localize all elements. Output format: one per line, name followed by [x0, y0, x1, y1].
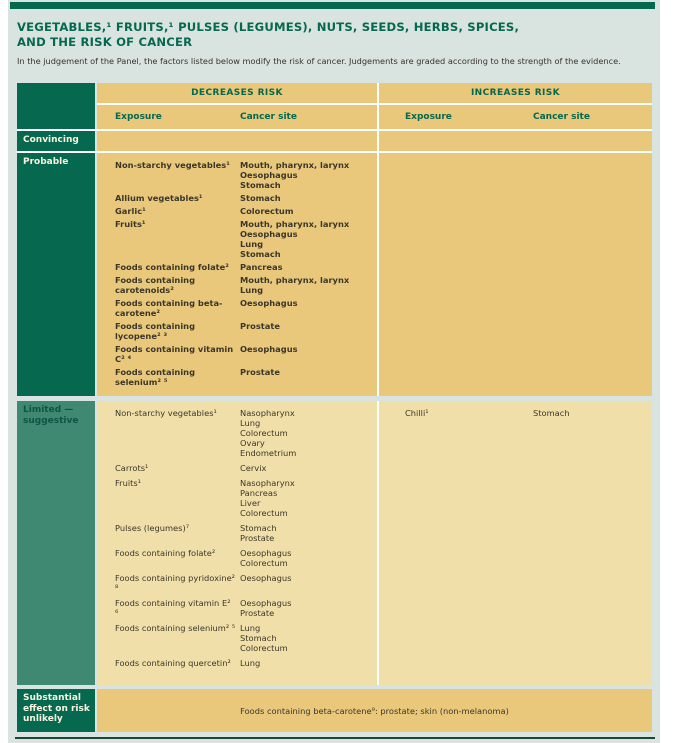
cancer-site: Pancreas [240, 488, 278, 498]
cancer-site-column-header: Cancer site [240, 112, 297, 122]
evidence-grade-label [17, 689, 95, 732]
cancer-site: Prostate [240, 608, 275, 618]
exposure-name: Fruits¹ [115, 219, 146, 229]
cancer-site: Lung [240, 285, 264, 295]
section-content [97, 689, 652, 732]
exposure-name: Fruits¹ [115, 478, 142, 488]
exposure-row [115, 598, 377, 618]
exposure-row [115, 160, 377, 190]
cancer-site: Liver [240, 498, 261, 508]
exposure-name: Foods containing folate² [115, 548, 216, 558]
section-row-2 [17, 401, 652, 685]
exposure-name: Non-starchy vegetables¹ [115, 160, 230, 170]
cancer-site: Stomach [240, 249, 281, 259]
table-sections [17, 131, 652, 732]
increases-risk-header: INCREASES RISK [470, 88, 561, 98]
section-row-0 [17, 131, 652, 153]
decreases-column-headers [97, 105, 377, 129]
header-content [97, 83, 652, 129]
title-line-1: VEGETABLES,¹ FRUITS,¹ PULSES (LEGUMES), NUTS, SEEDS, HERBS, SPICES, [17, 20, 520, 34]
section-row-3 [17, 689, 652, 732]
cancer-sites [240, 658, 377, 668]
exposure-row [115, 321, 377, 341]
cancer-sites [240, 548, 377, 568]
exposure-row [115, 344, 377, 364]
cancer-sites [240, 298, 377, 318]
exposure-name: Foods containing pyridoxine² ⁸ [115, 573, 236, 593]
cancer-sites [240, 408, 377, 458]
increases-risk-header-cell [379, 83, 652, 103]
exposure-row [115, 463, 377, 473]
exposure-name: Chilli¹ [405, 408, 429, 418]
section-row-1 [17, 153, 652, 396]
exposure-name: Foods containing carotenoids² [115, 275, 196, 295]
exposure-name: Non-starchy vegetables¹ [115, 408, 217, 418]
page-title [17, 20, 647, 50]
cancer-sites [240, 206, 377, 216]
evidence-grade-label [17, 131, 95, 151]
section-content [97, 131, 652, 151]
header-label-spacer [17, 83, 95, 129]
cancer-site: Prostate [240, 367, 280, 377]
exposure-name: Foods containing lycopene² ³ [115, 321, 196, 341]
exposure-name: Allium vegetables¹ [115, 193, 203, 203]
cancer-site: Oesophagus [240, 170, 298, 180]
intro-text: In the judgement of the Panel, the factors listed below modify the risk of cancer. Judgements are graded according to the strength of the evidence. [17, 56, 621, 66]
cancer-site: Stomach [240, 633, 277, 643]
cancer-site: Oesophagus [240, 548, 292, 558]
spanning-statement: Foods containing beta-carotene⁹: prostate; skin (non-melanoma) [240, 705, 509, 716]
cancer-site: Colorectum [240, 508, 288, 518]
cancer-site: Lung [240, 623, 261, 633]
cancer-site: Stomach [240, 180, 281, 190]
decreases-risk-header-cell [97, 83, 377, 103]
section-content [97, 401, 652, 685]
cancer-sites [240, 623, 377, 653]
cancer-sites [240, 321, 377, 341]
bottom-rule [15, 737, 655, 739]
cancer-sites [240, 598, 377, 618]
cancer-site: Endometrium [240, 448, 297, 458]
table-header [17, 83, 652, 131]
cancer-sites [240, 219, 377, 259]
exposure-name: Foods containing folate² [115, 262, 229, 272]
exposure-row [115, 275, 377, 295]
cancer-sites [240, 344, 377, 364]
cancer-site: Oesophagus [240, 598, 292, 608]
exposure-row [115, 408, 377, 458]
exposure-name: Foods containing selenium² ⁵ [115, 367, 196, 387]
cancer-site-column-header: Cancer site [533, 112, 590, 122]
evidence-grade-text: Substantial effect on risk unlikely [23, 693, 90, 724]
cancer-sites [240, 367, 377, 387]
cancer-sites [240, 523, 377, 543]
exposure-row [115, 219, 377, 259]
exposure-name: Foods containing beta-carotene² [115, 298, 223, 318]
cancer-site: Nasopharynx [240, 478, 295, 488]
cancer-site: Colorectum [240, 643, 288, 653]
cancer-sites [240, 573, 377, 593]
evidence-grade-label [17, 153, 95, 396]
cancer-sites [240, 193, 377, 203]
exposure-name: Foods containing quercetin² [115, 658, 231, 668]
exposure-row [115, 658, 377, 668]
cancer-site: Stomach [240, 523, 277, 533]
cancer-site: Lung [240, 239, 264, 249]
cancer-site: Prostate [240, 321, 280, 331]
cancer-sites [240, 262, 377, 272]
increases-cell [379, 131, 652, 151]
exposure-row [115, 206, 377, 216]
page-sheet [8, 0, 660, 743]
cancer-site: Colorectum [240, 428, 288, 438]
exposure-name: Foods containing vitamin C² ⁴ [115, 344, 234, 364]
exposure-name: Pulses (legumes)⁷ [115, 523, 190, 533]
title-line-2: AND THE RISK OF CANCER [17, 35, 193, 49]
evidence-grade-text: Probable [23, 157, 69, 167]
exposure-row [115, 548, 377, 568]
column-header-band [97, 105, 652, 129]
cancer-sites [240, 275, 377, 295]
exposure-row [115, 262, 377, 272]
cancer-site: Colorectum [240, 206, 294, 216]
cancer-site: Oesophagus [240, 573, 292, 583]
cancer-site: Nasopharynx [240, 408, 295, 418]
decreases-risk-header: DECREASES RISK [191, 88, 283, 98]
evidence-grade-label [17, 401, 95, 685]
cancer-sites [240, 463, 377, 473]
cancer-sites [533, 408, 652, 418]
exposure-row [115, 623, 377, 653]
evidence-matrix-table [17, 83, 652, 732]
exposure-column-header: Exposure [115, 112, 162, 122]
increases-column-headers [379, 105, 652, 129]
exposure-row [115, 367, 377, 387]
exposure-row [405, 408, 652, 418]
exposure-column-header: Exposure [405, 112, 452, 122]
cancer-sites [240, 160, 377, 190]
evidence-grade-text: Limited — suggestive [23, 405, 79, 426]
cancer-site: Ovary [240, 438, 265, 448]
decreases-cell [97, 153, 377, 396]
cancer-site: Mouth, pharynx, larynx [240, 219, 350, 229]
exposure-row [115, 573, 377, 593]
cancer-site: Oesophagus [240, 344, 298, 354]
cancer-site: Lung [240, 658, 261, 668]
exposure-name: Garlic¹ [115, 206, 146, 216]
section-content [97, 153, 652, 396]
cancer-site: Mouth, pharynx, larynx [240, 275, 350, 285]
decreases-cell [97, 131, 377, 151]
cancer-site: Stomach [533, 408, 570, 418]
evidence-grade-text: Convincing [23, 135, 79, 145]
cancer-site: Cervix [240, 463, 267, 473]
top-accent-bar [10, 2, 655, 9]
cancer-site: Oesophagus [240, 229, 298, 239]
cancer-site: Oesophagus [240, 298, 298, 308]
group-header-band [97, 83, 652, 105]
cancer-site: Pancreas [240, 262, 283, 272]
cancer-site: Colorectum [240, 558, 288, 568]
cancer-site: Lung [240, 418, 261, 428]
exposure-row [115, 523, 377, 543]
exposure-row [115, 193, 377, 203]
exposure-row [115, 298, 377, 318]
exposure-name: Foods containing selenium² ⁵ [115, 623, 236, 633]
exposure-name: Carrots¹ [115, 463, 149, 473]
cancer-sites [240, 478, 377, 518]
decreases-cell [97, 401, 377, 685]
exposure-row [115, 478, 377, 518]
cancer-site: Stomach [240, 193, 281, 203]
increases-cell [379, 401, 652, 685]
cancer-site: Prostate [240, 533, 275, 543]
increases-cell [379, 153, 652, 396]
exposure-name: Foods containing vitamin E² ⁶ [115, 598, 231, 618]
cancer-site: Mouth, pharynx, larynx [240, 160, 350, 170]
